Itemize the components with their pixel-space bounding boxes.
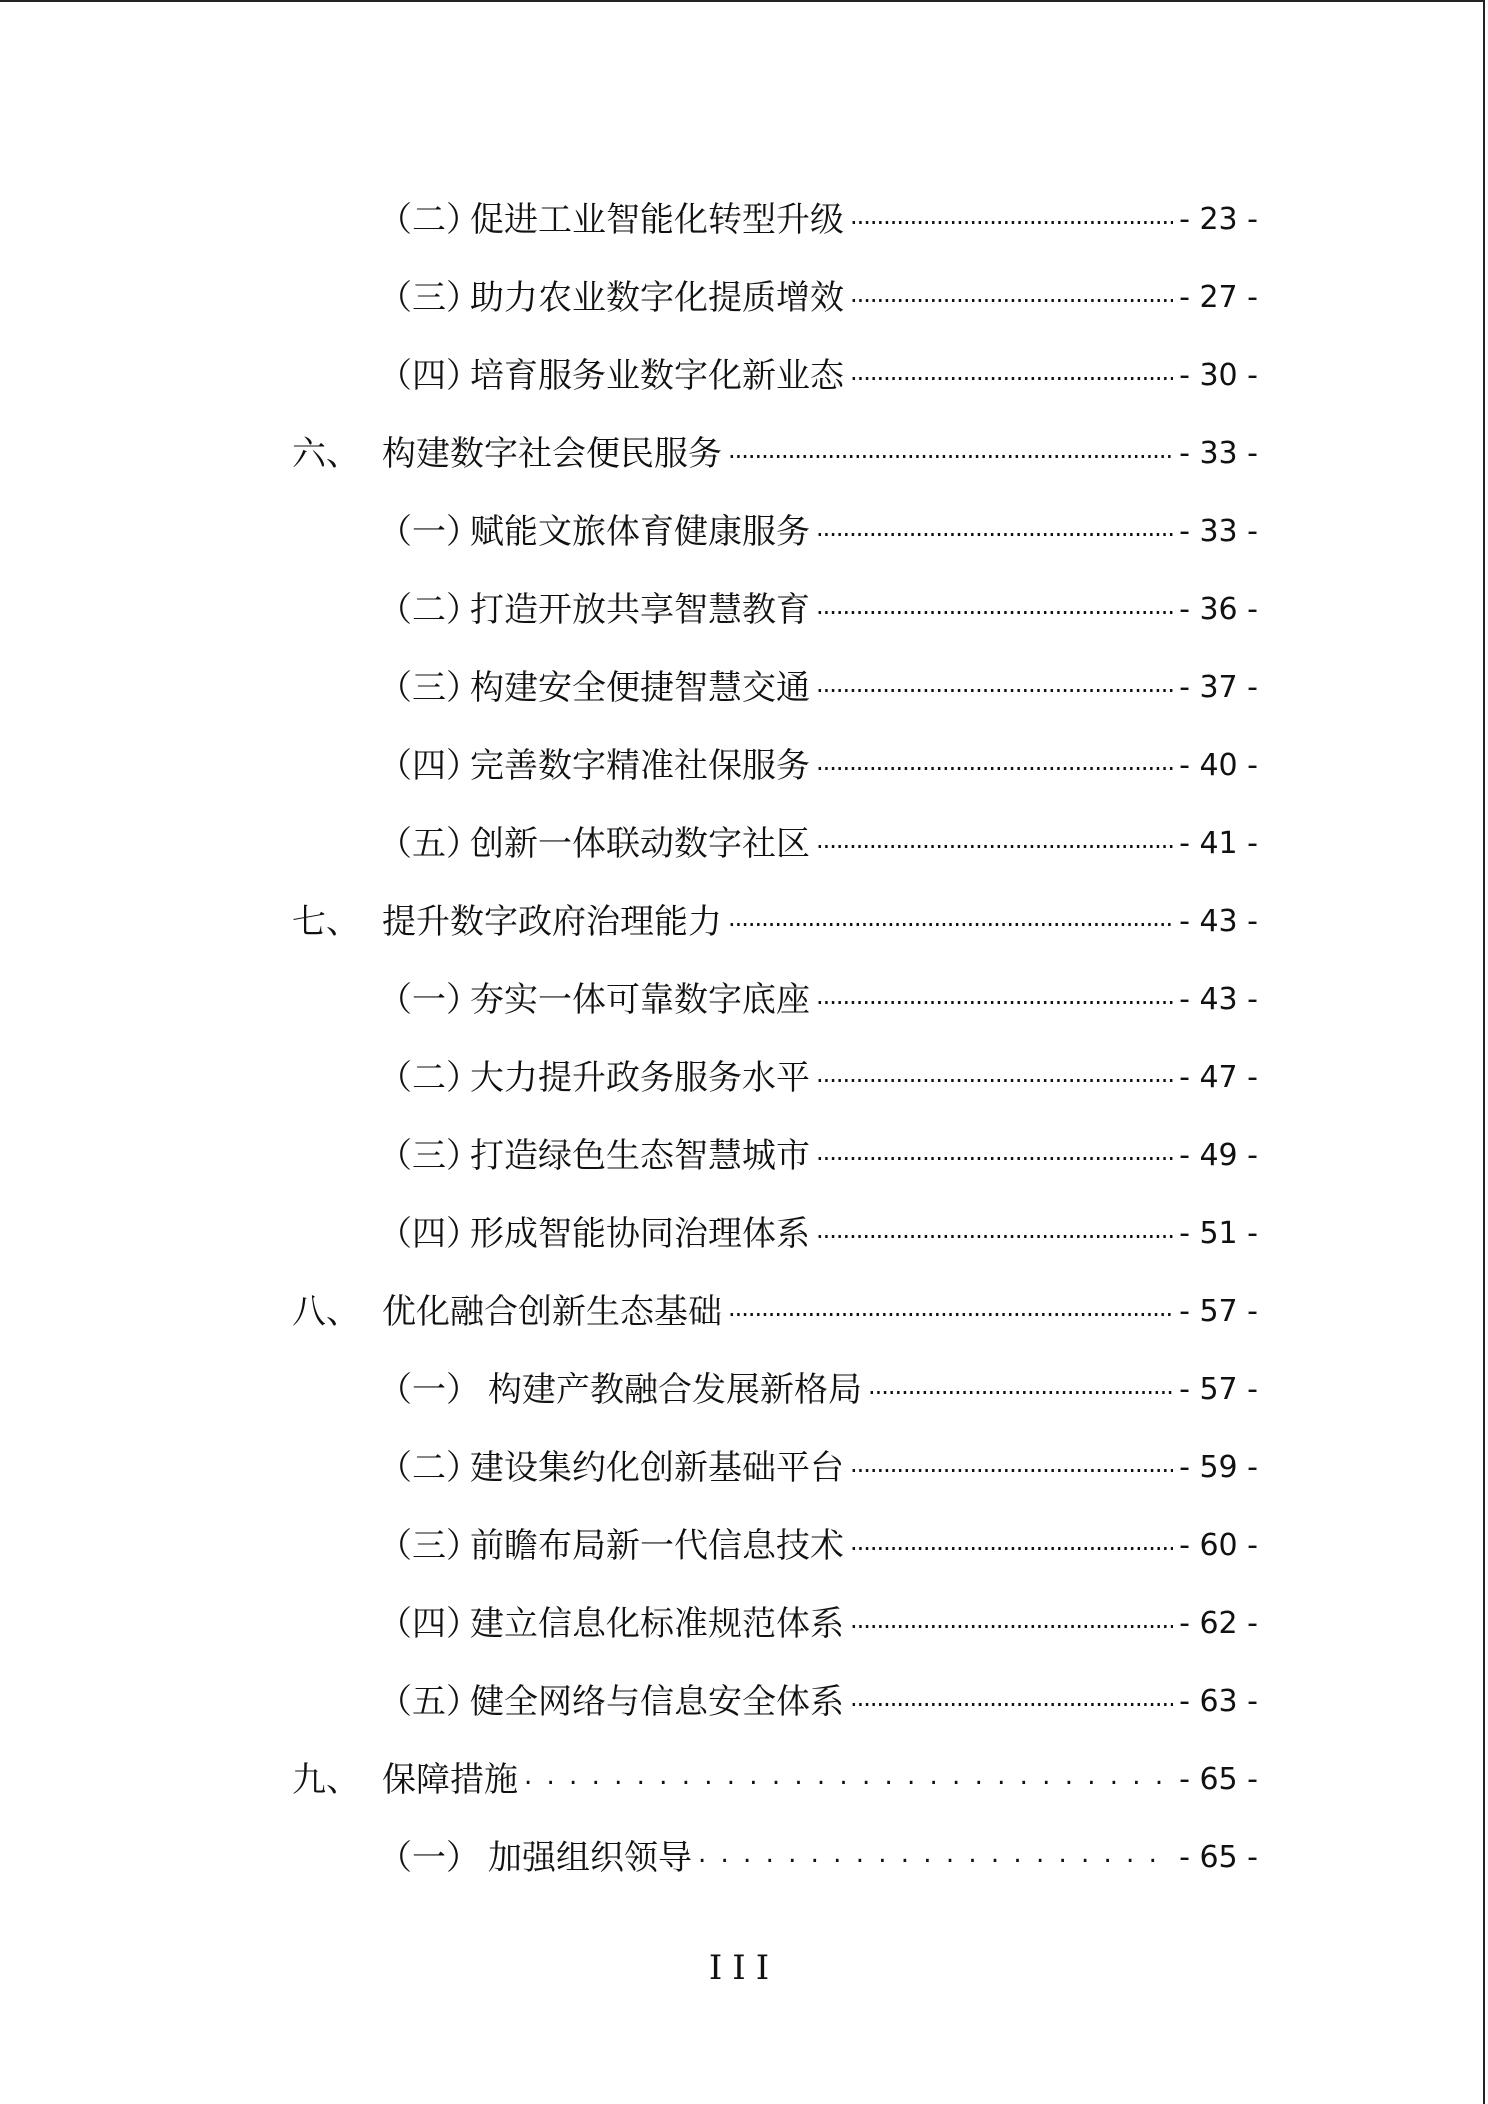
toc-entry[interactable] [378, 1594, 1258, 1654]
toc-chapter-title: 保障措施 [382, 1760, 518, 1800]
toc-entry-title: 加强组织领导 [488, 1838, 692, 1878]
dot-leader [816, 1204, 1173, 1264]
dot-leader [816, 970, 1173, 1030]
toc-entry[interactable] [378, 1204, 1258, 1264]
toc-entry[interactable] [378, 346, 1258, 406]
dot-leader [816, 1048, 1173, 1108]
toc-chapter-title: 优化融合创新生态基础 [382, 1292, 722, 1332]
dot-leader [850, 1594, 1173, 1654]
dot-leader [850, 1672, 1173, 1732]
toc-entry-title: 促进工业智能化转型升级 [470, 200, 844, 240]
toc-entry-title: 夯实一体可靠数字底座 [470, 980, 810, 1020]
toc-entry[interactable] [378, 970, 1258, 1030]
toc-entry-page: - 47 - [1179, 1060, 1258, 1095]
page-number: III [708, 1948, 780, 1988]
dot-leader [524, 1750, 1173, 1810]
toc-chapter[interactable] [292, 892, 1258, 952]
toc-entry-page: - 33 - [1179, 514, 1258, 549]
toc-entry-number: （二） [378, 1058, 480, 1098]
dot-leader [850, 1516, 1173, 1576]
toc-entry[interactable] [378, 1438, 1258, 1498]
toc-entry-number: （二） [378, 200, 480, 240]
toc-entry-title: 打造开放共享智慧教育 [470, 590, 810, 630]
toc-entry-number: （一） [378, 980, 480, 1020]
toc-entry-page: - 62 - [1179, 1606, 1258, 1641]
toc-entry-number: （三） [378, 278, 480, 318]
toc-entry-page: - 51 - [1179, 1216, 1258, 1251]
toc-chapter[interactable] [292, 1750, 1258, 1810]
toc-chapter-number: 六、 [292, 434, 360, 474]
dot-leader [850, 268, 1173, 328]
toc-entry-number: （二） [378, 1448, 480, 1488]
toc-entry[interactable] [378, 814, 1258, 874]
toc-chapter-number: 九、 [292, 1760, 360, 1800]
toc-entry-page: - 23 - [1179, 202, 1258, 237]
dot-leader [850, 346, 1173, 406]
toc-entry-title: 健全网络与信息安全体系 [470, 1682, 844, 1722]
toc-entry-page: - 30 - [1179, 358, 1258, 393]
dot-leader [850, 190, 1173, 250]
toc-chapter-number: 七、 [292, 902, 360, 942]
dot-leader [868, 1360, 1173, 1420]
dot-leader [816, 658, 1173, 718]
dot-leader [728, 892, 1173, 952]
toc-entry-number: （三） [378, 1526, 480, 1566]
toc-entry-page: - 37 - [1179, 670, 1258, 705]
toc-entry-page: - 41 - [1179, 826, 1258, 861]
toc-chapter[interactable] [292, 424, 1258, 484]
toc-entry[interactable] [378, 736, 1258, 796]
toc-entry-number: （一） [378, 1838, 480, 1878]
toc-chapter[interactable] [292, 1282, 1258, 1342]
toc-entry[interactable] [378, 190, 1258, 250]
toc-entry[interactable] [378, 1048, 1258, 1108]
toc-chapter-page: - 43 - [1179, 904, 1258, 939]
dot-leader [850, 1438, 1173, 1498]
toc-entry[interactable] [378, 1126, 1258, 1186]
toc-entry-page: - 60 - [1179, 1528, 1258, 1563]
toc-entry-title: 培育服务业数字化新业态 [470, 356, 844, 396]
toc-entry-title: 建设集约化创新基础平台 [470, 1448, 844, 1488]
toc-entry-page: - 57 - [1179, 1372, 1258, 1407]
dot-leader [698, 1828, 1173, 1888]
toc-entry-title: 构建安全便捷智慧交通 [470, 668, 810, 708]
toc-chapter-title: 构建数字社会便民服务 [382, 434, 722, 474]
toc-chapter-title: 提升数字政府治理能力 [382, 902, 722, 942]
dot-leader [728, 1282, 1173, 1342]
toc-entry-title: 打造绿色生态智慧城市 [470, 1136, 810, 1176]
toc-entry-number: （三） [378, 668, 480, 708]
toc-entry-page: - 59 - [1179, 1450, 1258, 1485]
toc-entry[interactable] [378, 502, 1258, 562]
toc-entry-number: （一） [378, 512, 480, 552]
toc-entry-page: - 65 - [1179, 1840, 1258, 1875]
toc-entry[interactable] [378, 1828, 1258, 1888]
dot-leader [816, 580, 1173, 640]
toc-entry-number: （四） [378, 1214, 480, 1254]
toc-entry-title: 建立信息化标准规范体系 [470, 1604, 844, 1644]
dot-leader [816, 814, 1173, 874]
toc-entry-number: （二） [378, 590, 480, 630]
toc-chapter-page: - 65 - [1179, 1762, 1258, 1797]
toc-entry-page: - 63 - [1179, 1684, 1258, 1719]
toc-entry[interactable] [378, 580, 1258, 640]
toc-entry-title: 形成智能协同治理体系 [470, 1214, 810, 1254]
toc-entry-number: （四） [378, 356, 480, 396]
toc-entry-number: （五） [378, 1682, 480, 1722]
toc-entry-page: - 43 - [1179, 982, 1258, 1017]
toc-entry[interactable] [378, 268, 1258, 328]
toc-chapter-page: - 33 - [1179, 436, 1258, 471]
toc-entry-title: 创新一体联动数字社区 [470, 824, 810, 864]
toc-entry-page: - 40 - [1179, 748, 1258, 783]
toc-chapter-page: - 57 - [1179, 1294, 1258, 1329]
toc-entry-title: 赋能文旅体育健康服务 [470, 512, 810, 552]
toc-entry[interactable] [378, 1672, 1258, 1732]
toc-entry-number: （一） [378, 1370, 480, 1410]
toc-entry-title: 大力提升政务服务水平 [470, 1058, 810, 1098]
toc-entry[interactable] [378, 1516, 1258, 1576]
dot-leader [816, 736, 1173, 796]
toc-entry-page: - 49 - [1179, 1138, 1258, 1173]
toc-entry-title: 完善数字精准社保服务 [470, 746, 810, 786]
toc-entry-number: （五） [378, 824, 480, 864]
toc-entry-title: 构建产教融合发展新格局 [488, 1370, 862, 1410]
toc-entry-title: 助力农业数字化提质增效 [470, 278, 844, 318]
toc-entry-number: （三） [378, 1136, 480, 1176]
toc-entry[interactable] [378, 658, 1258, 718]
toc-entry[interactable] [378, 1360, 1258, 1420]
toc-chapter-number: 八、 [292, 1292, 360, 1332]
toc-entry-number: （四） [378, 1604, 480, 1644]
toc-entry-title: 前瞻布局新一代信息技术 [470, 1526, 844, 1566]
toc-entry-page: - 36 - [1179, 592, 1258, 627]
dot-leader [816, 502, 1173, 562]
dot-leader [728, 424, 1173, 484]
toc-entry-page: - 27 - [1179, 280, 1258, 315]
dot-leader [816, 1126, 1173, 1186]
toc-entry-number: （四） [378, 746, 480, 786]
